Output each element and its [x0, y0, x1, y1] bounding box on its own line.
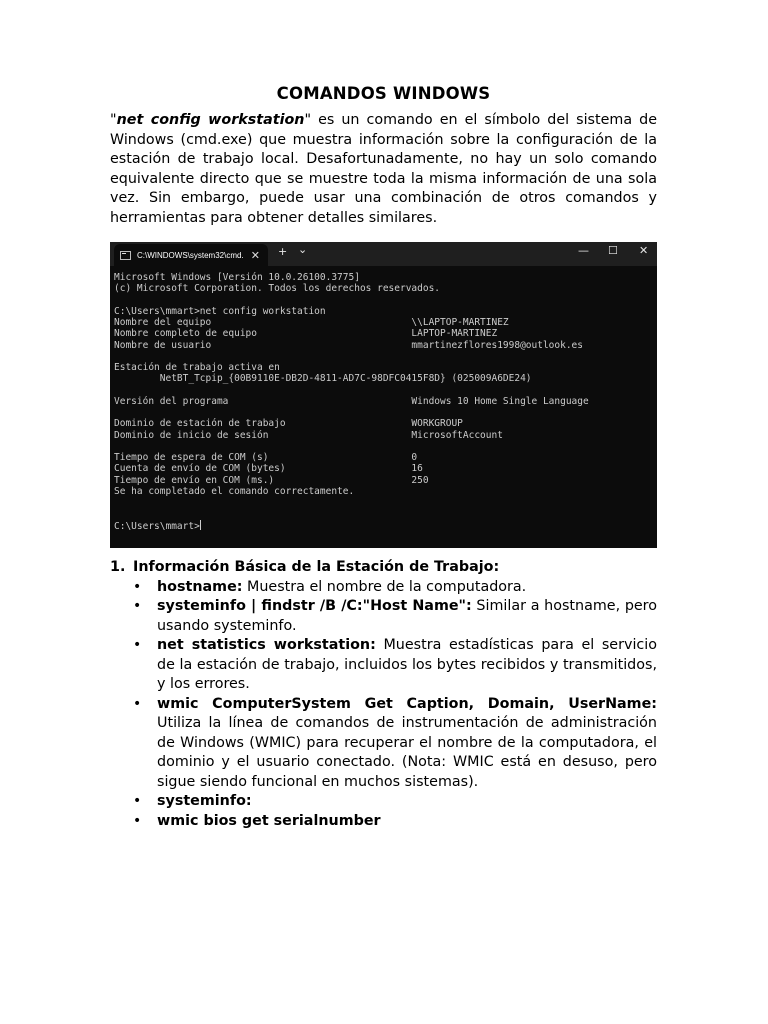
console-tab[interactable] [114, 244, 268, 266]
document-page [110, 84, 657, 831]
chevron-down-icon[interactable]: ⌄ [298, 243, 308, 256]
command-description: Utiliza la línea de comandos de instrumentación de administración de Windows (WMIC) para recuperar el nombre de la computadora, el dominio y el usuario conectado. (Nota: WMIC está en desuso, pero sigue siendo funcional en muchos sistemas). [157, 715, 657, 790]
cmd-screenshot [110, 242, 657, 548]
list-item [133, 792, 657, 812]
text-cursor [200, 520, 201, 530]
command-description: Similar a hostname, pero usando systeminfo. [157, 598, 657, 634]
minimize-button[interactable]: — [578, 244, 589, 257]
list-item [133, 695, 657, 793]
bullet: • [133, 812, 142, 829]
console-tab-title: C:\WINDOWS\system32\cmd. [137, 250, 244, 260]
list-item [133, 597, 657, 636]
bullet: • [133, 598, 142, 614]
command-list [133, 578, 657, 832]
command-name: wmic ComputerSystem Get Caption, Domain, UserName: [157, 695, 657, 712]
page-title: COMANDOS WINDOWS [276, 84, 491, 103]
bullet: • [133, 637, 142, 653]
console-output [110, 266, 657, 532]
console-output-text: Microsoft Windows [Versión 10.0.26100.3775] (c) Microsoft Corporation. Todos los derechos reservados. C:\Users\mmart>net config workstation Nombre del equipo \\LAPTOP-MARTINEZ Nombre completo de equipo LAPTOP-MARTINEZ Nombre de usuario mmartinezflores1998@outlook.es Estación de trabajo activa en NetBT_Tcpip_{00B9110E-DB2D-4811-AD7C-98DFC0415F8D} (025009A6DE24) Versión del programa Windows 10 Home Single Language Dominio de estación de trabajo WORKGROUP Dominio de inicio de sesión MicrosoftAccount Tiempo de espera de COM (s) 0 Cuenta de envío de COM (bytes) 16 Tiempo de envío en COM (ms.) 250 Se ha completado el comando correctamente. C:\Users\mmart> [114, 272, 589, 532]
console-titlebar [110, 242, 657, 266]
intro-paragraph [110, 111, 657, 228]
section-heading: Información Básica de la Estación de Trabajo: [133, 559, 500, 575]
bullet: • [133, 793, 142, 809]
command-name: wmic bios get serialnumber [157, 812, 381, 829]
quote-close: " [304, 112, 312, 128]
section-list [110, 558, 657, 831]
terminal-icon [120, 251, 131, 260]
bullet: • [133, 695, 142, 712]
close-window-button[interactable]: ✕ [639, 244, 649, 257]
list-item [133, 636, 657, 695]
list-item [133, 578, 657, 598]
new-tab-button[interactable]: + [278, 245, 288, 258]
tab-close-icon[interactable]: ✕ [250, 248, 260, 262]
section-number: 1. [110, 559, 126, 575]
intro-text: es un comando en el símbolo del sistema de Windows (cmd.exe) que muestra información sobre la configuración de la estación de trabajo local. Desafortunadamente, no hay un solo comando equivalente directo que se muestre toda la misma información de una sola vez. Sin embargo, puede usar una combinación de otros comandos y herramientas para obtener detalles similares. [110, 112, 657, 226]
section-item [110, 558, 657, 831]
command-name: net statistics workstation: [157, 637, 376, 653]
command-description: Muestra el nombre de la computadora. [242, 578, 527, 595]
bullet: • [133, 578, 142, 595]
maximize-button[interactable]: ☐ [608, 244, 618, 257]
quote-open: " [110, 112, 117, 128]
command-name: systeminfo | findstr /B /C:"Host Name": [157, 598, 472, 614]
intro-command: net config workstation [116, 112, 305, 128]
command-name: systeminfo: [157, 793, 252, 809]
command-description: Muestra estadísticas para el servicio de la estación de trabajo, incluidos los bytes recibidos y transmitidos, y los errores. [157, 637, 657, 692]
list-item [133, 812, 657, 832]
command-name: hostname: [157, 578, 243, 595]
